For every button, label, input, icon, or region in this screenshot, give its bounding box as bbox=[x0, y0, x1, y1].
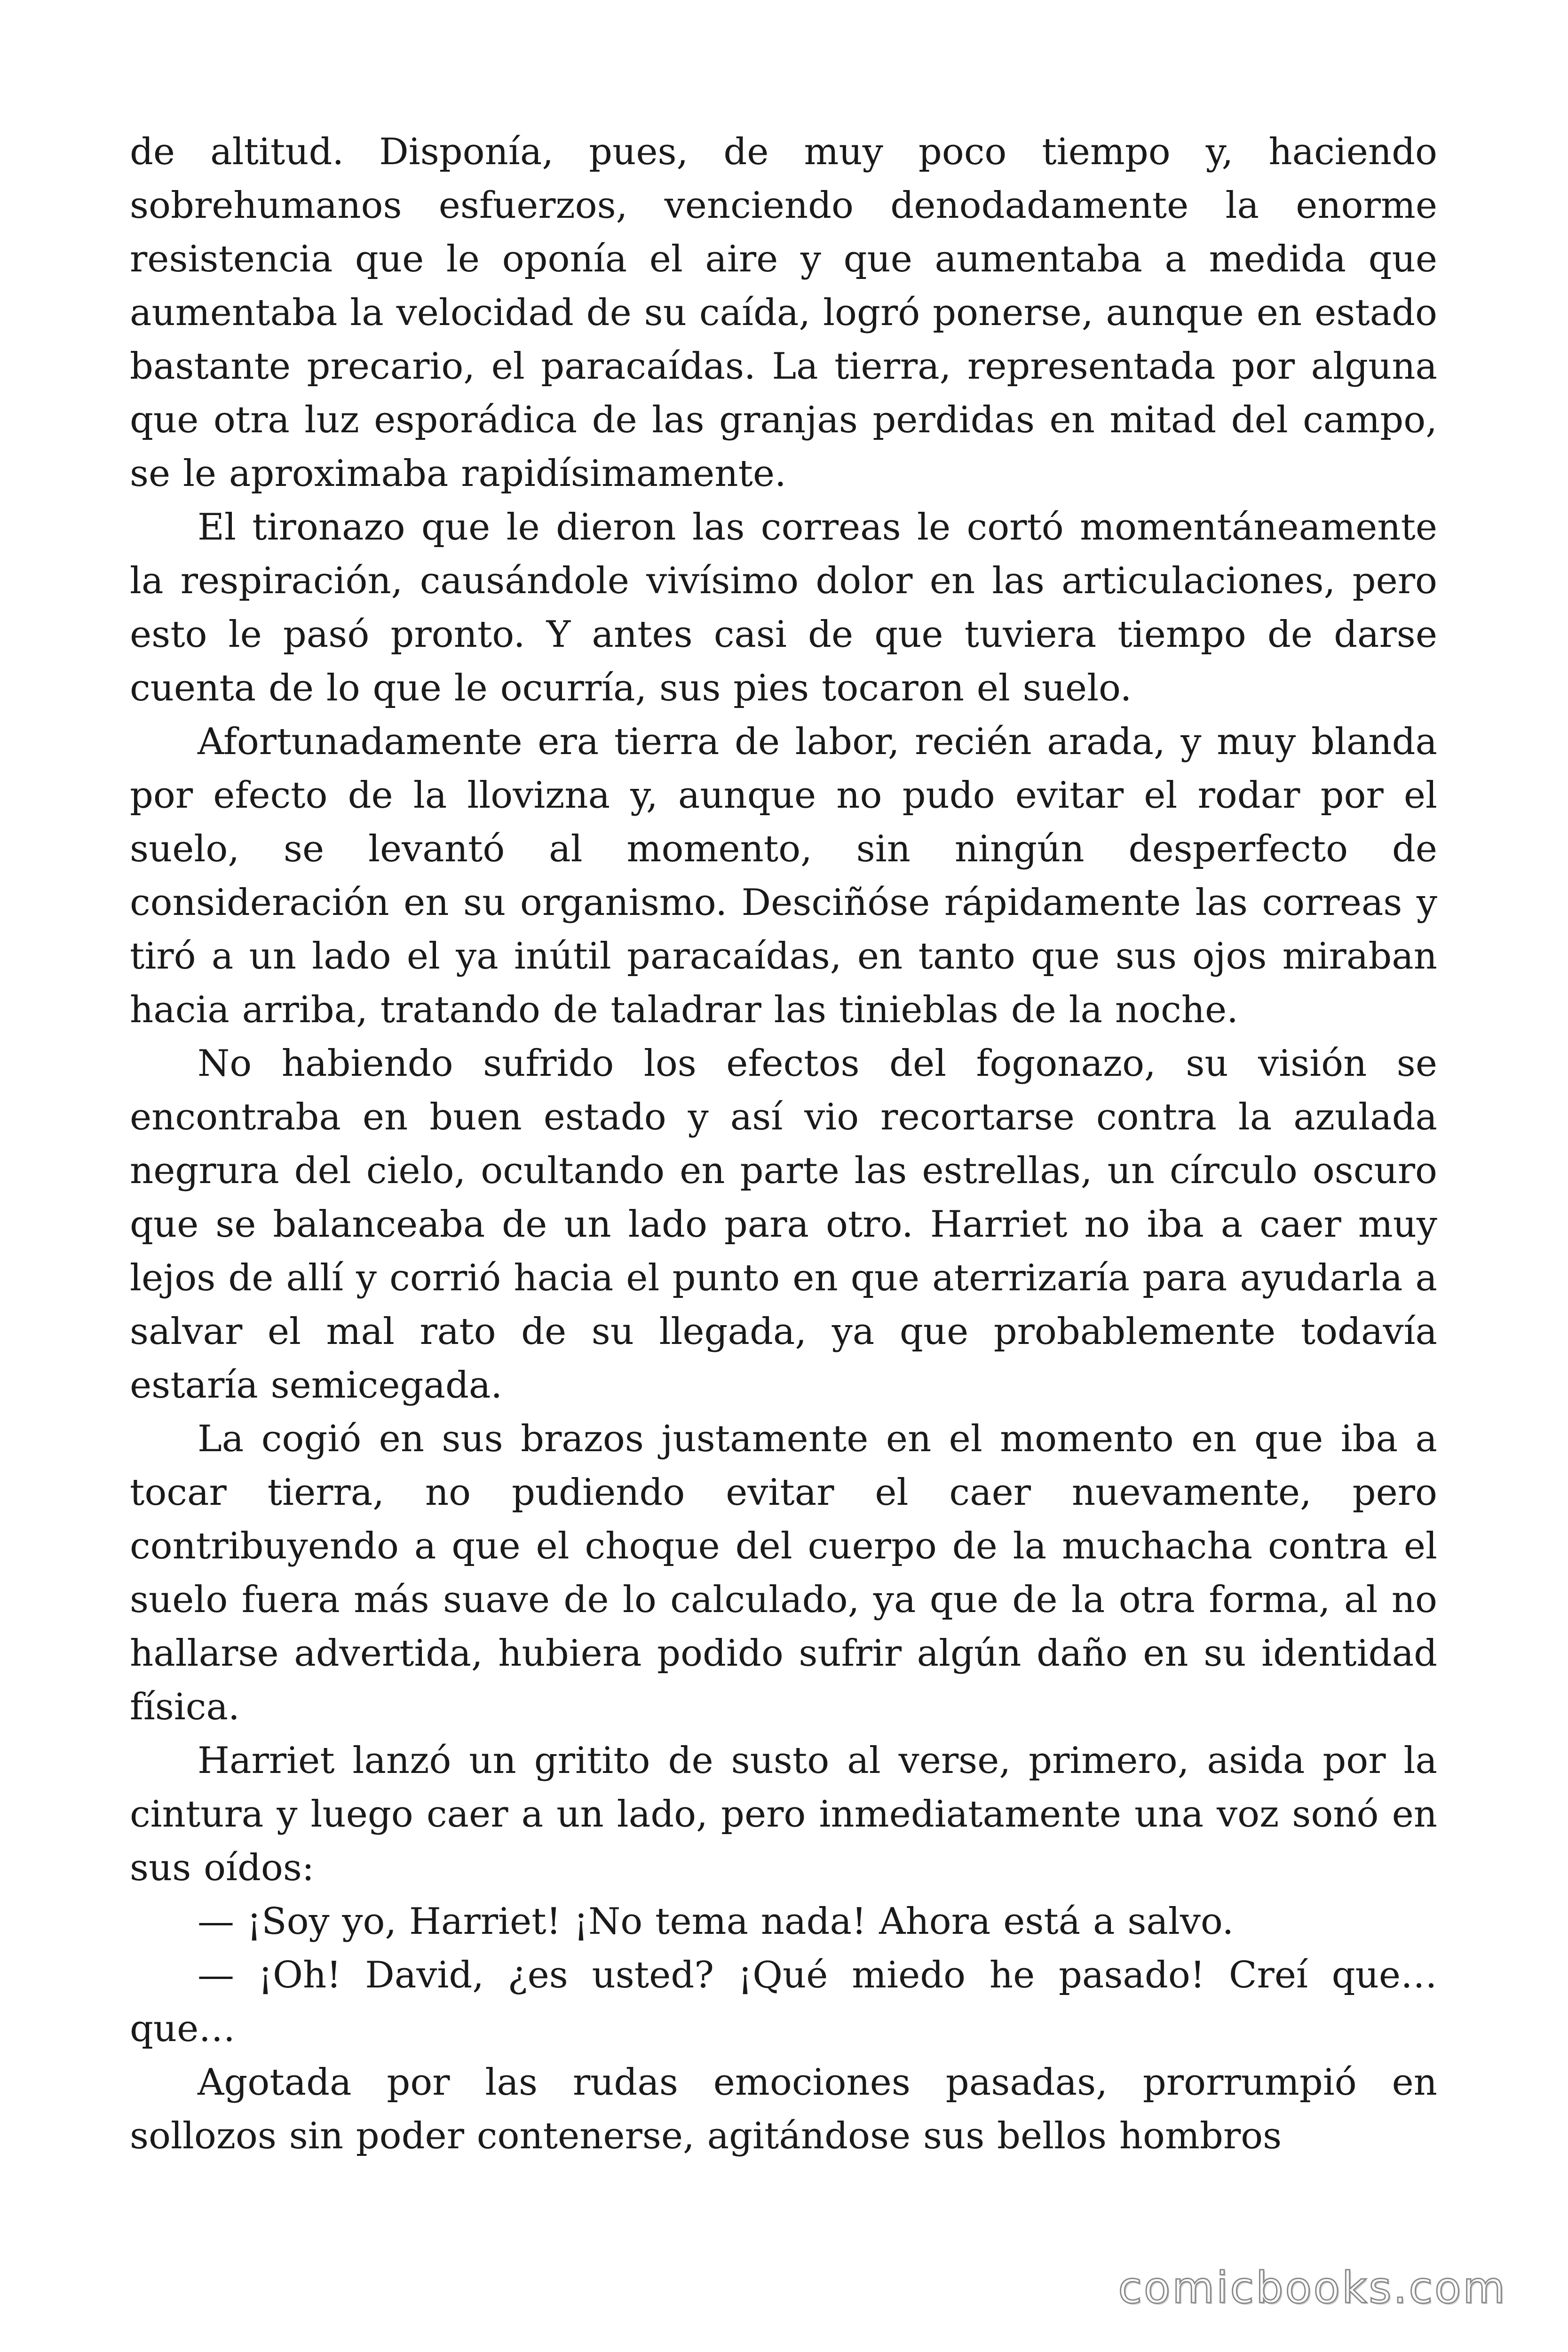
watermark-logo: comicbooks.com bbox=[1118, 2263, 1507, 2313]
page-body-text bbox=[130, 125, 1437, 2163]
paragraph: de altitud. Disponía, pues, de muy poco tiempo y, haciendo sobrehumanos esfuerzos, venciendo denodadamente la enorme resistencia que le oponía el aire y que aumentaba a medida que aumentaba la velocidad de su caída, logró ponerse, aunque en estado bastante precario, el paracaídas. La tierra, representada por alguna que otra luz esporádica de las granjas perdidas en mitad del campo, se le aproximaba rapidísimamente. bbox=[130, 131, 1437, 495]
paragraph: La cogió en sus brazos justamente en el momento en que iba a tocar tierra, no pudiendo evitar el caer nuevamente, pero contribuyendo a que el choque del cuerpo de la muchacha contra el suelo fuera más suave de lo calculado, ya que de la otra forma, al no hallarse advertida, hubiera podido sufrir algún daño en su identidad física. bbox=[130, 1418, 1437, 1728]
dialogue-line: — ¡Oh! David, ¿es usted? ¡Qué miedo he pasado! Creí que… que… bbox=[130, 1954, 1437, 2050]
paragraph: Afortunadamente era tierra de labor, recién arada, y muy blanda por efecto de la llovizna y, aunque no pudo evitar el rodar por el suelo, se levantó al momento, sin ningún desperfecto de consideración en su organismo. Desciñóse rápidamente las correas y tiró a un lado el ya inútil paracaídas, en tanto que sus ojos miraban hacia arriba, tratando de taladrar las tinieblas de la noche. bbox=[130, 721, 1437, 1031]
dialogue-line: — ¡Soy yo, Harriet! ¡No tema nada! Ahora está a salvo. bbox=[198, 1900, 1234, 1943]
paragraph: El tironazo que le dieron las correas le cortó momentáneamente la respiración, causándole vivísimo dolor en las articulaciones, pero esto le pasó pronto. Y antes casi de que tuviera tiempo de darse cuenta de lo que le ocurría, sus pies tocaron el suelo. bbox=[130, 506, 1437, 709]
paragraph: Harriet lanzó un gritito de susto al verse, primero, asida por la cintura y luego caer a un lado, pero inmediatamente una voz sonó en sus oídos: bbox=[130, 1740, 1437, 1889]
paragraph: Agotada por las rudas emociones pasadas, prorrumpió en sollozos sin poder contenerse, agitándose sus bellos hombros bbox=[130, 2061, 1437, 2157]
paragraph: No habiendo sufrido los efectos del fogonazo, su visión se encontraba en buen estado y así vio recortarse contra la azulada negrura del cielo, ocultando en parte las estrellas, un círculo oscuro que se balanceaba de un lado para otro. Harriet no iba a caer muy lejos de allí y corrió hacia el punto en que aterrizaría para ayudarla a salvar el mal rato de su llegada, ya que probablemente todavía estaría semicegada. bbox=[130, 1042, 1437, 1406]
